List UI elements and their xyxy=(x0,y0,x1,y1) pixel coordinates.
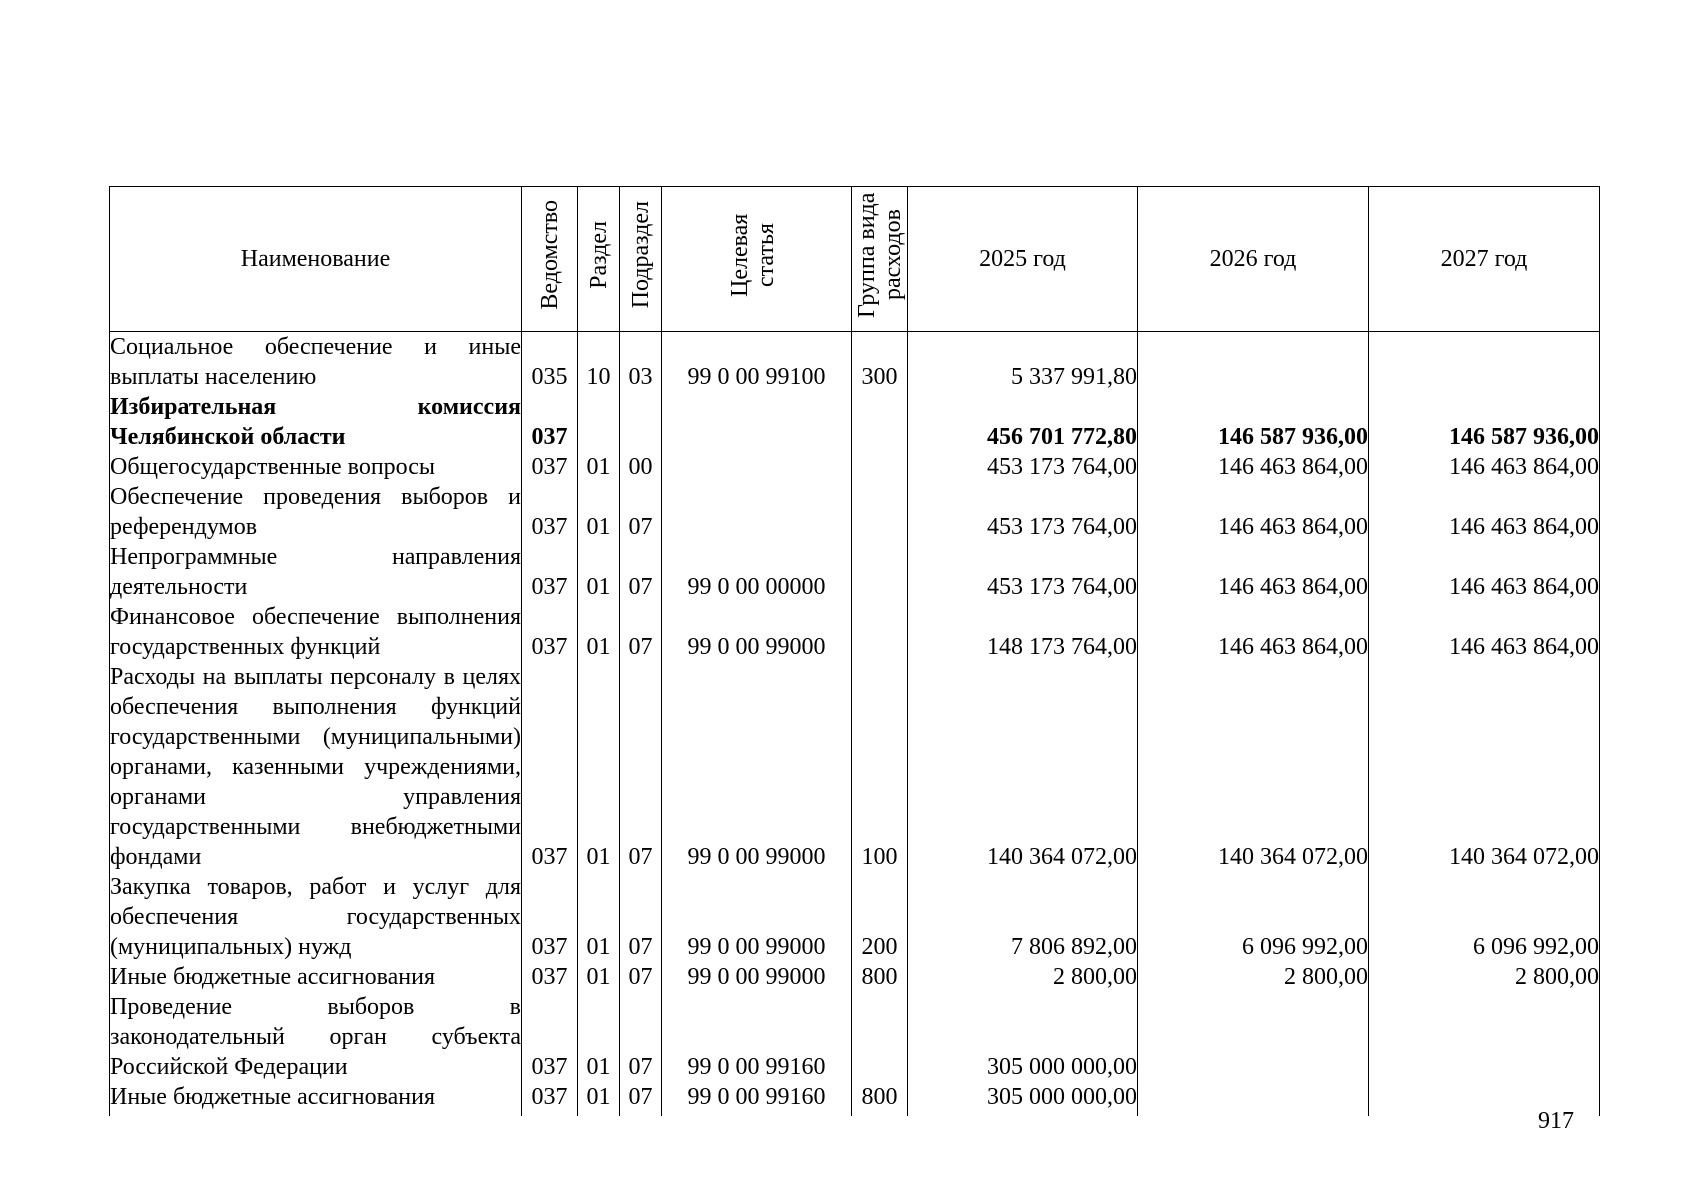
header-podrazdel: Подраздел xyxy=(620,187,662,332)
row-name: Иные бюджетные ассигнования xyxy=(110,962,522,992)
table-row xyxy=(110,962,1600,992)
row-razdel: 01 xyxy=(578,962,620,992)
row-amount-2025: 140 364 072,00 xyxy=(908,662,1138,872)
row-amount-2026 xyxy=(1138,992,1369,1082)
row-expense-group: 800 xyxy=(852,962,908,992)
row-amount-2027: 146 463 864,00 xyxy=(1369,452,1600,482)
table-row xyxy=(110,392,1600,452)
budget-document xyxy=(109,186,1599,1116)
header-year-2025: 2025 год xyxy=(908,187,1138,332)
table-row xyxy=(110,542,1600,602)
row-expense-group xyxy=(852,992,908,1082)
row-vedomstvo: 037 xyxy=(522,452,578,482)
row-razdel: 01 xyxy=(578,872,620,962)
row-podrazdel: 07 xyxy=(620,602,662,662)
row-amount-2027: 2 800,00 xyxy=(1369,962,1600,992)
row-podrazdel: 03 xyxy=(620,332,662,393)
row-target-article: 99 0 00 99000 xyxy=(662,962,852,992)
table-row xyxy=(110,602,1600,662)
header-year-2026: 2026 год xyxy=(1138,187,1369,332)
row-vedomstvo: 037 xyxy=(522,662,578,872)
page-number: 917 xyxy=(1538,1108,1574,1134)
row-target-article: 99 0 00 99100 xyxy=(662,332,852,393)
row-amount-2025: 7 806 892,00 xyxy=(908,872,1138,962)
row-amount-2026: 146 463 864,00 xyxy=(1138,482,1369,542)
row-amount-2025: 305 000 000,00 xyxy=(908,1082,1138,1116)
row-amount-2025: 2 800,00 xyxy=(908,962,1138,992)
row-name: Непрограммные направления деятельности xyxy=(110,544,521,600)
row-amount-2026: 2 800,00 xyxy=(1138,962,1369,992)
header-razdel: Раздел xyxy=(578,187,620,332)
row-amount-2026: 6 096 992,00 xyxy=(1138,872,1369,962)
row-amount-2027: 140 364 072,00 xyxy=(1369,662,1600,872)
row-name: Иные бюджетные ассигнования xyxy=(110,1082,522,1116)
row-vedomstvo: 037 xyxy=(522,992,578,1082)
row-razdel: 01 xyxy=(578,542,620,602)
row-amount-2026: 140 364 072,00 xyxy=(1138,662,1369,872)
row-podrazdel: 07 xyxy=(620,962,662,992)
row-amount-2025: 148 173 764,00 xyxy=(908,602,1138,662)
row-expense-group xyxy=(852,452,908,482)
row-name: Финансовое обеспечение выполнения государственных функций xyxy=(110,604,521,660)
row-expense-group xyxy=(852,542,908,602)
row-target-article: 99 0 00 99160 xyxy=(662,1082,852,1116)
table-row xyxy=(110,332,1600,393)
row-amount-2027: 146 463 864,00 xyxy=(1369,602,1600,662)
row-name: Общегосударственные вопросы xyxy=(110,452,522,482)
row-target-article: 99 0 00 99000 xyxy=(662,602,852,662)
table-row xyxy=(110,452,1600,482)
row-target-article xyxy=(662,392,852,452)
row-target-article: 99 0 00 99000 xyxy=(662,872,852,962)
row-vedomstvo: 037 xyxy=(522,542,578,602)
table-header-row xyxy=(110,187,1600,332)
row-amount-2026: 146 587 936,00 xyxy=(1138,392,1369,452)
row-vedomstvo: 037 xyxy=(522,962,578,992)
table-row xyxy=(110,662,1600,872)
row-vedomstvo: 037 xyxy=(522,482,578,542)
row-razdel: 01 xyxy=(578,482,620,542)
row-amount-2027: 146 463 864,00 xyxy=(1369,542,1600,602)
header-name: Наименование xyxy=(110,187,522,332)
table-row xyxy=(110,482,1600,542)
row-vedomstvo: 037 xyxy=(522,872,578,962)
row-amount-2027 xyxy=(1369,992,1600,1082)
row-razdel xyxy=(578,392,620,452)
row-podrazdel: 07 xyxy=(620,662,662,872)
budget-table xyxy=(109,186,1600,1116)
row-amount-2026: 146 463 864,00 xyxy=(1138,602,1369,662)
row-vedomstvo: 037 xyxy=(522,1082,578,1116)
row-target-article: 99 0 00 99000 xyxy=(662,662,852,872)
row-vedomstvo: 035 xyxy=(522,332,578,393)
row-expense-group xyxy=(852,602,908,662)
row-target-article xyxy=(662,482,852,542)
header-year-2027: 2027 год xyxy=(1369,187,1600,332)
row-amount-2026: 146 463 864,00 xyxy=(1138,542,1369,602)
row-podrazdel xyxy=(620,392,662,452)
row-razdel: 10 xyxy=(578,332,620,393)
row-amount-2025: 456 701 772,80 xyxy=(908,392,1138,452)
row-podrazdel: 07 xyxy=(620,1082,662,1116)
row-target-article xyxy=(662,452,852,482)
row-amount-2026 xyxy=(1138,332,1369,393)
row-name: Расходы на выплаты персоналу в целях обеспечения выполнения функций государственными (муниципальными) органами, казенными учреждениями, органами управления государственными внебюджетными фондами xyxy=(110,664,521,870)
row-amount-2025: 453 173 764,00 xyxy=(908,482,1138,542)
row-target-article: 99 0 00 99160 xyxy=(662,992,852,1082)
header-target-article: Целевая статья xyxy=(662,187,852,332)
row-razdel: 01 xyxy=(578,1082,620,1116)
table-row xyxy=(110,992,1600,1082)
row-podrazdel: 07 xyxy=(620,992,662,1082)
row-amount-2027: 146 587 936,00 xyxy=(1369,392,1600,452)
row-expense-group: 800 xyxy=(852,1082,908,1116)
row-expense-group xyxy=(852,482,908,542)
row-amount-2025: 305 000 000,00 xyxy=(908,992,1138,1082)
row-name: Избирательная комиссия Челябинской области xyxy=(110,394,521,450)
row-vedomstvo: 037 xyxy=(522,392,578,452)
row-razdel: 01 xyxy=(578,992,620,1082)
row-podrazdel: 00 xyxy=(620,452,662,482)
row-name: Закупка товаров, работ и услуг для обеспечения государственных (муниципальных) нужд xyxy=(110,874,521,960)
row-target-article: 99 0 00 00000 xyxy=(662,542,852,602)
row-expense-group: 300 xyxy=(852,332,908,393)
row-name: Обеспечение проведения выборов и референдумов xyxy=(110,484,521,540)
row-name: Проведение выборов в законодательный орган субъекта Российской Федерации xyxy=(110,994,521,1080)
row-name: Социальное обеспечение и иные выплаты населению xyxy=(110,332,522,393)
header-expense-group: Группа вида расходов xyxy=(852,187,908,332)
row-podrazdel: 07 xyxy=(620,542,662,602)
row-expense-group xyxy=(852,392,908,452)
row-podrazdel: 07 xyxy=(620,872,662,962)
row-amount-2027: 6 096 992,00 xyxy=(1369,872,1600,962)
row-amount-2027: 146 463 864,00 xyxy=(1369,482,1600,542)
row-razdel: 01 xyxy=(578,662,620,872)
row-amount-2027 xyxy=(1369,332,1600,393)
row-vedomstvo: 037 xyxy=(522,602,578,662)
row-amount-2025: 5 337 991,80 xyxy=(908,332,1138,393)
row-amount-2026 xyxy=(1138,1082,1369,1116)
row-expense-group: 100 xyxy=(852,662,908,872)
row-amount-2026: 146 463 864,00 xyxy=(1138,452,1369,482)
row-podrazdel: 07 xyxy=(620,482,662,542)
row-expense-group: 200 xyxy=(852,872,908,962)
table-row xyxy=(110,1082,1600,1116)
table-row xyxy=(110,872,1600,962)
row-razdel: 01 xyxy=(578,452,620,482)
header-vedomstvo: Ведомство xyxy=(522,187,578,332)
row-razdel: 01 xyxy=(578,602,620,662)
row-amount-2025: 453 173 764,00 xyxy=(908,542,1138,602)
row-amount-2025: 453 173 764,00 xyxy=(908,452,1138,482)
